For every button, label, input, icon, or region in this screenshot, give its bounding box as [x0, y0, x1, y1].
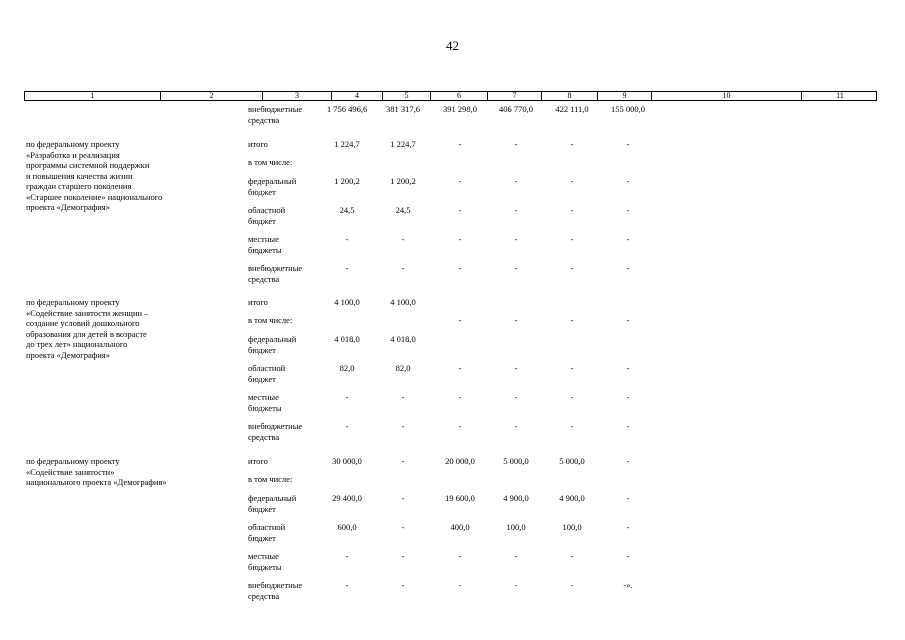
row-value: -: [626, 522, 630, 532]
row-value: -: [514, 551, 518, 561]
row-value: -: [458, 176, 462, 186]
row-label: федеральный бюджет: [248, 334, 297, 355]
block-title: по федеральному проекту «Содействие занятости» национального проекта «Демография»: [26, 456, 167, 487]
row-value: -: [570, 421, 574, 431]
header-col-11: 11: [801, 92, 878, 100]
header-col-8: 8: [541, 92, 597, 100]
row-value: 422 111,0: [555, 104, 589, 114]
row-value: -: [401, 421, 405, 431]
row-value: -: [570, 551, 574, 561]
row-value: -: [458, 363, 462, 373]
row-value: -: [458, 315, 462, 325]
row-value: 4 100,0: [390, 297, 416, 307]
header-col-2: 2: [160, 92, 262, 100]
row-label: в том числе:: [248, 474, 293, 484]
row-value: -: [626, 551, 630, 561]
header-col-3: 3: [262, 92, 331, 100]
row-value: -: [626, 493, 630, 503]
row-value: -: [626, 205, 630, 215]
row-value: -: [626, 421, 630, 431]
row-value: -: [570, 234, 574, 244]
row-value: -: [458, 263, 462, 273]
row-value: 82,0: [339, 363, 355, 373]
row-label: итого: [248, 297, 268, 307]
row-label: местные бюджеты: [248, 551, 282, 572]
row-value: -: [458, 139, 462, 149]
row-value: -: [514, 205, 518, 215]
row-value: -: [570, 315, 574, 325]
row-value: -: [626, 363, 630, 373]
row-value: -: [570, 580, 574, 590]
row-value: -: [626, 456, 630, 466]
row-value: -: [570, 176, 574, 186]
row-value: 82,0: [395, 363, 411, 373]
row-label: местные бюджеты: [248, 234, 282, 255]
row-value: 29 400,0: [332, 493, 362, 503]
row-value: -: [626, 176, 630, 186]
row-value: 4 900,0: [503, 493, 529, 503]
row-value: -: [514, 315, 518, 325]
row-value: -: [514, 421, 518, 431]
row-value: -: [458, 234, 462, 244]
row-label: местные бюджеты: [248, 392, 282, 413]
row-value: -: [626, 234, 630, 244]
row-value: -: [514, 176, 518, 186]
row-value: 600,0: [337, 522, 357, 532]
row-value: -: [626, 263, 630, 273]
row-value: 1 200,2: [390, 176, 416, 186]
row-value: 19 600,0: [445, 493, 475, 503]
header-col-1: 1: [90, 91, 95, 100]
header-col-9: 9: [597, 92, 651, 100]
row-label: областной бюджет: [248, 522, 286, 543]
row-value: 1 224,7: [334, 139, 360, 149]
row-value: -: [514, 580, 518, 590]
row-value: -: [401, 456, 405, 466]
row-value: -: [570, 392, 574, 402]
row-value: 400,0: [450, 522, 470, 532]
row-value: -: [345, 234, 349, 244]
row-value: -: [401, 551, 405, 561]
row-label: внебюджетные средства: [248, 580, 303, 601]
row-value: 391 298,0: [443, 104, 477, 114]
row-value: -: [514, 139, 518, 149]
row-value: 4 900,0: [559, 493, 585, 503]
row-value: -: [458, 551, 462, 561]
row-value: -: [401, 392, 405, 402]
row-value: -: [570, 139, 574, 149]
row-label: внебюджетные средства: [248, 104, 303, 125]
row-value: -: [514, 363, 518, 373]
row-value: 5 000,0: [559, 456, 585, 466]
row-value: -: [401, 580, 405, 590]
row-value: -: [458, 580, 462, 590]
row-value: 1 224,7: [390, 139, 416, 149]
header-col-4: 4: [331, 92, 382, 100]
header-col-6: 6: [430, 92, 487, 100]
row-value: 1 200,2: [334, 176, 360, 186]
row-value: -: [626, 392, 630, 402]
row-value: 4 018,0: [334, 334, 360, 344]
row-value: -: [458, 205, 462, 215]
row-value: -: [401, 234, 405, 244]
row-value: -: [345, 551, 349, 561]
row-value: -: [401, 493, 405, 503]
row-value: -: [458, 421, 462, 431]
row-value: -: [345, 392, 349, 402]
row-value: -: [514, 234, 518, 244]
row-value: 381 317,6: [386, 104, 420, 114]
row-label: в том числе:: [248, 157, 293, 167]
row-label: в том числе:: [248, 315, 293, 325]
row-value: -: [570, 205, 574, 215]
row-label: областной бюджет: [248, 205, 286, 226]
table-header-row: [24, 91, 877, 101]
row-label: внебюджетные средства: [248, 263, 303, 284]
row-value: -: [514, 263, 518, 273]
page-number: 42: [446, 38, 459, 53]
row-value: 100,0: [562, 522, 582, 532]
row-label: итого: [248, 456, 268, 466]
row-value: 5 000,0: [503, 456, 529, 466]
row-value: -: [570, 363, 574, 373]
block-title: по федеральному проекту «Разработка и реализация программы системной поддержки и повышения качества жизни граждан старшего поколения «Старшее поколение» национального проекта «Демография»: [26, 139, 163, 212]
row-value: -: [401, 263, 405, 273]
row-value: -: [514, 392, 518, 402]
row-value: 4 018,0: [390, 334, 416, 344]
row-value: -: [458, 392, 462, 402]
row-value: -: [345, 263, 349, 273]
row-value: 20 000,0: [445, 456, 475, 466]
row-label: областной бюджет: [248, 363, 286, 384]
row-value: 4 100,0: [334, 297, 360, 307]
row-label: внебюджетные средства: [248, 421, 303, 442]
header-col-7: 7: [487, 92, 541, 100]
row-value: -: [626, 315, 630, 325]
row-label: федеральный бюджет: [248, 493, 297, 514]
row-value: -».: [623, 580, 633, 590]
row-value: 406 770,0: [499, 104, 533, 114]
row-label: итого: [248, 139, 268, 149]
row-value: 24,5: [395, 205, 411, 215]
header-col-10: 10: [651, 92, 801, 100]
block-title: по федеральному проекту «Содействие занятости женщин – создание условий дошкольного образования для детей в возрасте до трех лет» национального проекта «Демография»: [26, 297, 149, 360]
row-value: -: [401, 522, 405, 532]
row-value: 1 756 496,6: [326, 104, 368, 114]
row-value: -: [345, 421, 349, 431]
row-value: -: [345, 580, 349, 590]
row-value: -: [626, 139, 630, 149]
row-value: 155 000,0: [611, 104, 645, 114]
row-value: -: [570, 263, 574, 273]
row-value: 100,0: [506, 522, 526, 532]
row-value: 24,5: [339, 205, 355, 215]
row-label: федеральный бюджет: [248, 176, 297, 197]
row-value: 30 000,0: [332, 456, 362, 466]
header-col-5: 5: [382, 92, 430, 100]
